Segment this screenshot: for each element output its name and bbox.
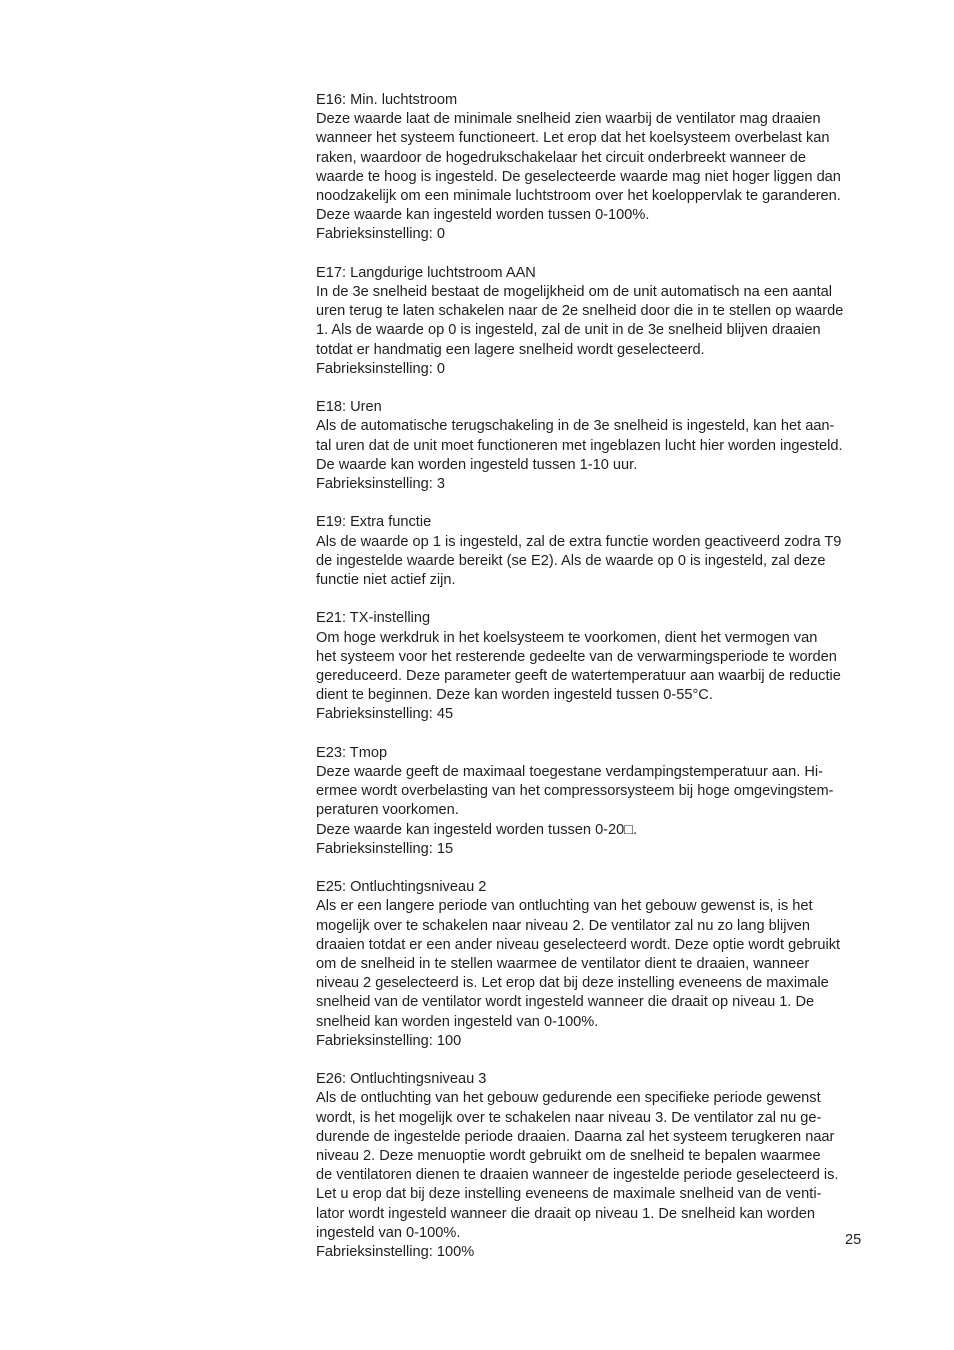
paragraph-line: Als er een langere periode van ontluchting van het gebouw gewenst is, is het [316, 898, 813, 915]
paragraph-line: snelheid van de ventilator wordt ingesteld wanneer die draait op niveau 1. De [316, 994, 815, 1011]
paragraph-line: gereduceerd. Deze parameter geeft de watertemperatuur aan waarbij de reductie [316, 668, 841, 685]
paragraph-line: niveau 2. Deze menuoptie wordt gebruikt om de snelheid te bepalen waarmee [316, 1148, 821, 1165]
page-number: 25 [845, 1232, 862, 1248]
paragraph-line: snelheid kan worden ingesteld van 0-100%. [316, 1013, 599, 1030]
paragraph-line: waarde te hoog is ingesteld. De geselecteerde waarde mag niet hoger liggen dan [316, 168, 841, 185]
factory-setting: Fabrieksinstelling: 15 [316, 840, 454, 857]
section-e23 [316, 744, 901, 859]
paragraph-line: dient te beginnen. Deze kan worden ingesteld tussen 0-55°C. [316, 687, 713, 704]
paragraph-line: Om hoge werkdruk in het koelsysteem te voorkomen, dient het vermogen van [316, 629, 818, 646]
factory-setting: Fabrieksinstelling: 0 [316, 360, 445, 377]
paragraph-line: tal uren dat de unit moet functioneren met ingeblazen lucht hier worden ingesteld. [316, 437, 843, 454]
section-heading: E18: Uren [316, 399, 382, 416]
factory-setting: Fabrieksinstelling: 3 [316, 476, 445, 493]
section-heading: E26: Ontluchtingsniveau 3 [316, 1071, 487, 1088]
paragraph-line: mogelijk over te schakelen naar niveau 2. De ventilator zal nu zo lang blijven [316, 917, 811, 934]
paragraph-line: durende de ingestelde periode draaien. Daarna zal het systeem terugkeren naar [316, 1128, 835, 1145]
section-e19 [316, 513, 901, 590]
paragraph-line: Deze waarde laat de minimale snelheid zien waarbij de ventilator mag draaien [316, 111, 821, 128]
paragraph-line: In de 3e snelheid bestaat de mogelijkheid om de unit automatisch na een aantal [316, 284, 832, 301]
paragraph-line: de ingestelde waarde bereikt (se E2). Als de waarde op 0 is ingesteld, zal deze [316, 552, 826, 569]
paragraph-line: Deze waarde geeft de maximaal toegestane verdampingstemperatuur aan. Hi- [316, 764, 824, 781]
paragraph-line: uren terug te laten schakelen naar de 2e snelheid door die in te stellen op waarde [316, 303, 844, 320]
paragraph-line: wordt, is het mogelijk over te schakelen naar niveau 3. De ventilator zal nu ge- [316, 1109, 822, 1126]
paragraph-line: peraturen voorkomen. [316, 802, 459, 819]
paragraph-line: totdat er handmatig een lagere snelheid wordt geselecteerd. [316, 341, 705, 358]
paragraph-line: Let u erop dat bij deze instelling eveneens de maximale snelheid van de venti- [316, 1186, 822, 1203]
paragraph-line: ermee wordt overbelasting van het compressorsysteem bij hoge omgevingstem- [316, 783, 834, 800]
paragraph-line: functie niet actief zijn. [316, 572, 456, 589]
section-heading: E23: Tmop [316, 744, 388, 761]
paragraph-line: niveau 2 geselecteerd is. Let erop dat bij deze instelling eveneens de maximale [316, 975, 829, 992]
factory-setting: Fabrieksinstelling: 45 [316, 706, 454, 723]
section-e25 [316, 878, 901, 1051]
paragraph-line: De waarde kan worden ingesteld tussen 1-10 uur. [316, 456, 638, 473]
section-heading: E16: Min. luchtstroom [316, 92, 458, 108]
paragraph-line: Deze waarde kan ingesteld worden tussen 0-100%. [316, 207, 650, 224]
document-body [316, 91, 901, 1281]
section-heading: E19: Extra functie [316, 514, 432, 531]
paragraph-line: 1. Als de waarde op 0 is ingesteld, zal de unit in de 3e snelheid blijven draaien [316, 322, 821, 339]
factory-setting: Fabrieksinstelling: 100% [316, 1244, 475, 1261]
section-e17 [316, 264, 901, 379]
section-e26 [316, 1070, 901, 1262]
paragraph-line: het systeem voor het resterende gedeelte van de verwarmingsperiode te worden [316, 648, 837, 665]
paragraph-line: Als de automatische terugschakeling in de 3e snelheid is ingesteld, kan het aan- [316, 418, 835, 435]
factory-setting: Fabrieksinstelling: 100 [316, 1032, 462, 1049]
factory-setting: Fabrieksinstelling: 0 [316, 226, 445, 243]
paragraph-line: Deze waarde kan ingesteld worden tussen 0-20□. [316, 821, 638, 838]
paragraph-line: Als de waarde op 1 is ingesteld, zal de extra functie worden geactiveerd zodra T9 [316, 533, 842, 550]
paragraph-line: Als de ontluchting van het gebouw gedurende een specifieke periode gewenst [316, 1090, 821, 1107]
paragraph-line: raken, waardoor de hogedrukschakelaar het circuit onderbreekt wanneer de [316, 149, 806, 166]
section-heading: E17: Langdurige luchtstroom AAN [316, 264, 536, 281]
section-e16 [316, 91, 901, 245]
paragraph-line: draaien totdat er een ander niveau geselecteerd wordt. Deze optie wordt gebruikt [316, 936, 841, 953]
paragraph-line: de ventilatoren dienen te draaien wanneer de ingestelde periode geselecteerd is. [316, 1167, 839, 1184]
paragraph-line: lator wordt ingesteld wanneer die draait op niveau 1. De snelheid kan worden [316, 1205, 815, 1222]
paragraph-line: ingesteld van 0-100%. [316, 1224, 461, 1241]
section-e18 [316, 398, 901, 494]
paragraph-line: noodzakelijk om een minimale luchtstroom over het koeloppervlak te garanderen. [316, 188, 841, 205]
section-heading: E25: Ontluchtingsniveau 2 [316, 879, 487, 896]
section-e21 [316, 609, 901, 724]
paragraph-line: om de snelheid in te stellen waarmee de ventilator dient te draaien, wanneer [316, 956, 810, 973]
section-heading: E21: TX-instelling [316, 610, 431, 627]
paragraph-line: wanneer het systeem functioneert. Let erop dat het koelsysteem overbelast kan [316, 130, 830, 147]
